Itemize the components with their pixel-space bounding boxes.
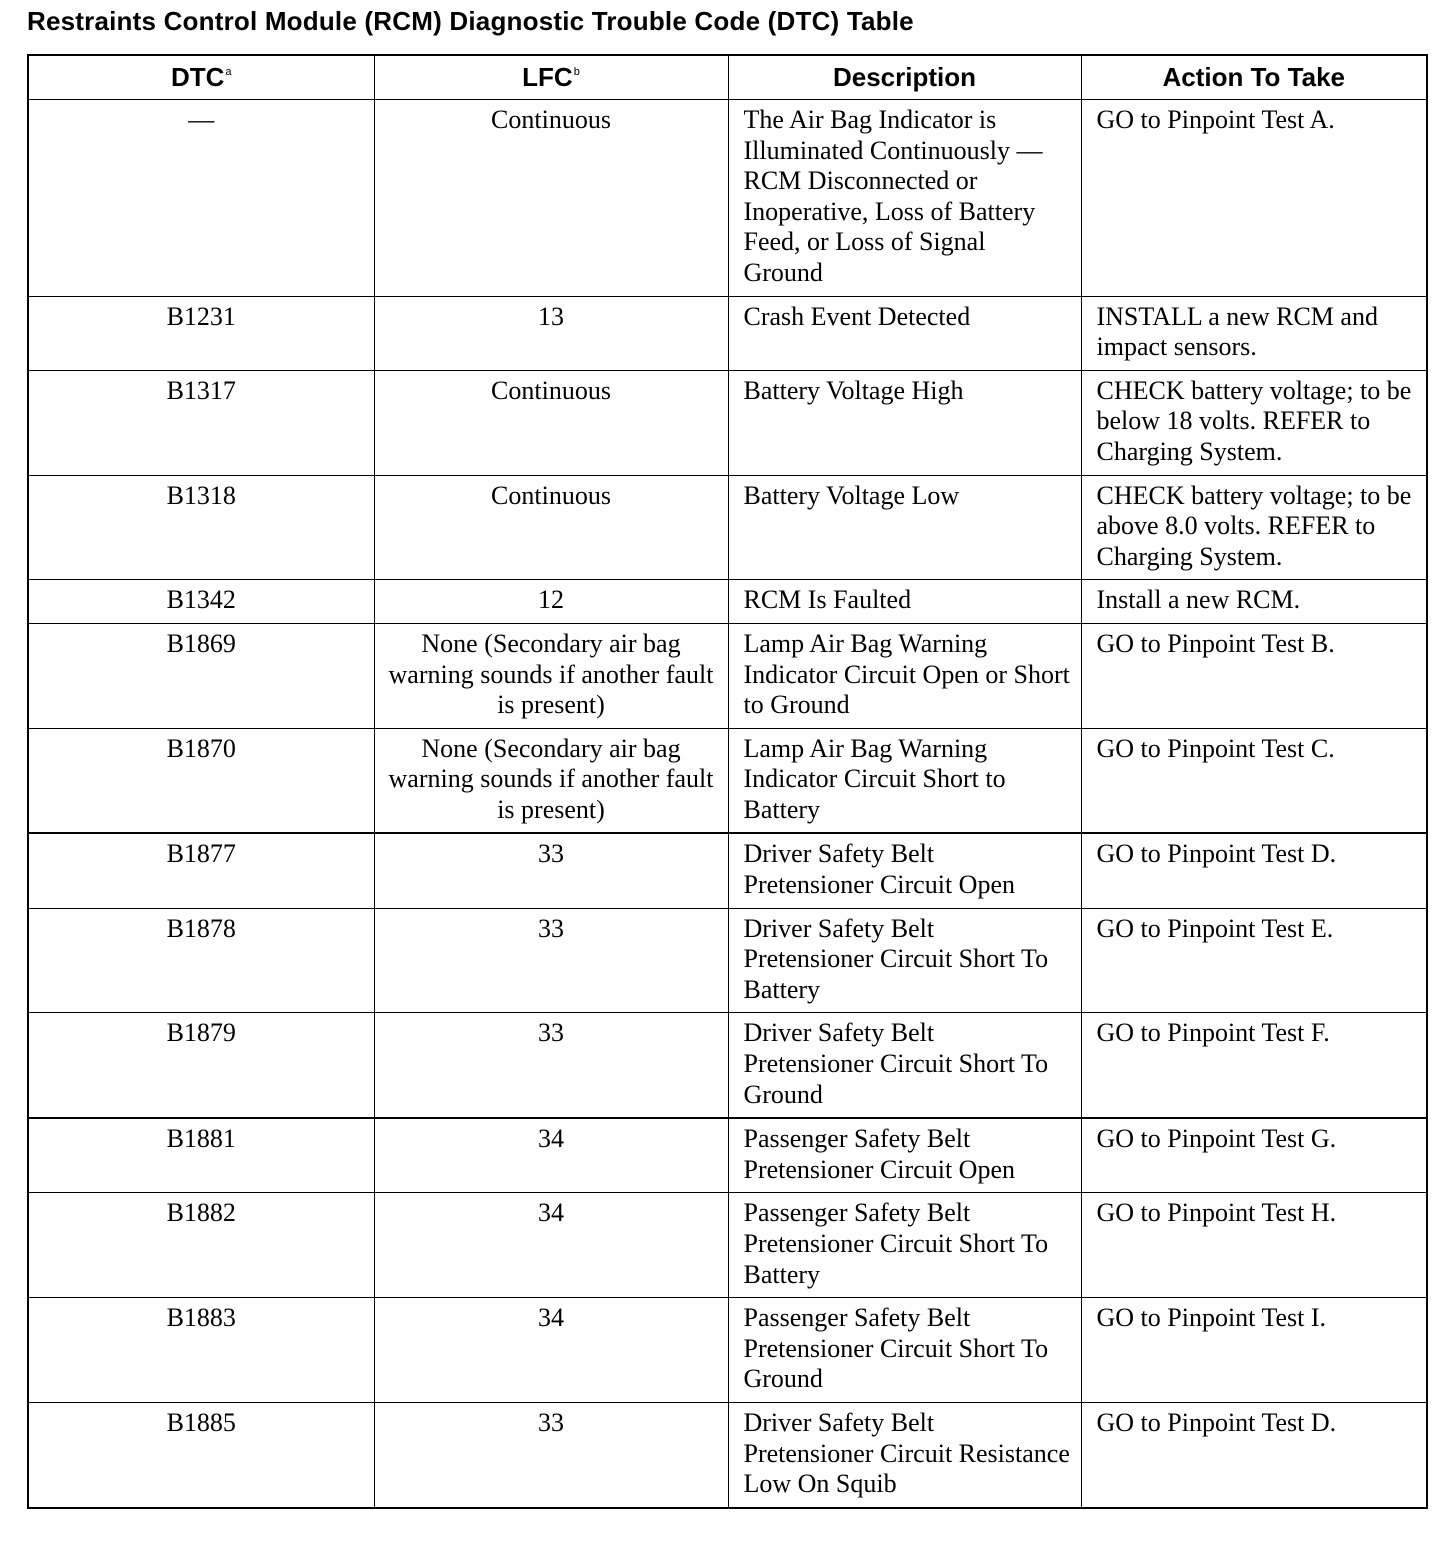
description-cell: Battery Voltage Low — [728, 475, 1081, 580]
lfc-cell: Continuous — [374, 370, 728, 475]
dtc-cell: B1318 — [28, 475, 374, 580]
footnote-marker-b: b — [573, 66, 580, 78]
description-cell: Driver Safety Belt Pretensioner Circuit Short To Ground — [728, 1013, 1081, 1118]
table-row — [28, 728, 1427, 833]
action-cell: GO to Pinpoint Test F. — [1081, 1013, 1427, 1118]
dtc-cell: B1317 — [28, 370, 374, 475]
dtc-cell: B1882 — [28, 1193, 374, 1298]
dtc-cell: B1869 — [28, 623, 374, 728]
dtc-cell: B1231 — [28, 296, 374, 370]
dtc-cell: B1879 — [28, 1013, 374, 1118]
table-header-row — [28, 55, 1427, 100]
description-cell: Crash Event Detected — [728, 296, 1081, 370]
header-label-dtc: DTC — [170, 62, 225, 92]
table-row — [28, 475, 1427, 580]
lfc-cell: 34 — [374, 1118, 728, 1193]
description-cell: Passenger Safety Belt Pretensioner Circuit Open — [728, 1118, 1081, 1193]
action-cell: GO to Pinpoint Test A. — [1081, 100, 1427, 297]
dtc-cell: B1877 — [28, 833, 374, 908]
lfc-cell: 33 — [374, 1402, 728, 1507]
dtc-table — [27, 54, 1428, 1509]
table-row — [28, 580, 1427, 624]
page-title: Restraints Control Module (RCM) Diagnostic Trouble Code (DTC) Table — [27, 6, 914, 36]
action-cell: Install a new RCM. — [1081, 580, 1427, 624]
action-cell: GO to Pinpoint Test G. — [1081, 1118, 1427, 1193]
action-cell: CHECK battery voltage; to be below 18 volts. REFER to Charging System. — [1081, 370, 1427, 475]
table-row — [28, 1298, 1427, 1403]
dtc-cell: B1878 — [28, 908, 374, 1013]
table-row — [28, 908, 1427, 1013]
table-row — [28, 623, 1427, 728]
action-cell: GO to Pinpoint Test H. — [1081, 1193, 1427, 1298]
lfc-cell: 33 — [374, 1013, 728, 1118]
table-row — [28, 296, 1427, 370]
lfc-cell: 33 — [374, 833, 728, 908]
action-cell: INSTALL a new RCM and impact sensors. — [1081, 296, 1427, 370]
lfc-cell: 12 — [374, 580, 728, 624]
column-header-lfc — [374, 55, 728, 100]
dtc-cell: B1870 — [28, 728, 374, 833]
lfc-cell: 13 — [374, 296, 728, 370]
column-header-action: Action To Take — [1081, 55, 1427, 100]
table-row — [28, 100, 1427, 297]
description-cell: Lamp Air Bag Warning Indicator Circuit Open or Short to Ground — [728, 623, 1081, 728]
lfc-cell: 34 — [374, 1193, 728, 1298]
table-row — [28, 833, 1427, 908]
table-row — [28, 370, 1427, 475]
lfc-cell: Continuous — [374, 475, 728, 580]
column-header-dtc — [28, 55, 374, 100]
description-cell: RCM Is Faulted — [728, 580, 1081, 624]
action-cell: GO to Pinpoint Test D. — [1081, 833, 1427, 908]
dtc-cell: B1342 — [28, 580, 374, 624]
description-cell: Driver Safety Belt Pretensioner Circuit Short To Battery — [728, 908, 1081, 1013]
dtc-cell: — — [28, 100, 374, 297]
dtc-cell: B1883 — [28, 1298, 374, 1403]
action-cell: CHECK battery voltage; to be above 8.0 volts. REFER to Charging System. — [1081, 475, 1427, 580]
description-cell: Driver Safety Belt Pretensioner Circuit Open — [728, 833, 1081, 908]
table-row — [28, 1193, 1427, 1298]
description-cell: Driver Safety Belt Pretensioner Circuit Resistance Low On Squib — [728, 1402, 1081, 1507]
header-label-lfc: LFC — [522, 62, 573, 92]
lfc-cell: None (Secondary air bag warning sounds if another fault is present) — [374, 623, 728, 728]
lfc-cell: 33 — [374, 908, 728, 1013]
dtc-cell: B1881 — [28, 1118, 374, 1193]
description-cell: The Air Bag Indicator is Illuminated Continuously — RCM Disconnected or Inoperative, Loss of Battery Feed, or Loss of Signal Ground — [728, 100, 1081, 297]
action-cell: GO to Pinpoint Test B. — [1081, 623, 1427, 728]
dtc-cell: B1885 — [28, 1402, 374, 1507]
action-cell: GO to Pinpoint Test E. — [1081, 908, 1427, 1013]
action-cell: GO to Pinpoint Test D. — [1081, 1402, 1427, 1507]
description-cell: Lamp Air Bag Warning Indicator Circuit Short to Battery — [728, 728, 1081, 833]
action-cell: GO to Pinpoint Test C. — [1081, 728, 1427, 833]
lfc-cell: Continuous — [374, 100, 728, 297]
table-row — [28, 1013, 1427, 1118]
table-row — [28, 1402, 1427, 1507]
lfc-cell: None (Secondary air bag warning sounds if another fault is present) — [374, 728, 728, 833]
action-cell: GO to Pinpoint Test I. — [1081, 1298, 1427, 1403]
table-row — [28, 1118, 1427, 1193]
footnote-marker-a: a — [225, 66, 232, 78]
description-cell: Passenger Safety Belt Pretensioner Circuit Short To Ground — [728, 1298, 1081, 1403]
lfc-cell: 34 — [374, 1298, 728, 1403]
description-cell: Battery Voltage High — [728, 370, 1081, 475]
description-cell: Passenger Safety Belt Pretensioner Circuit Short To Battery — [728, 1193, 1081, 1298]
column-header-description: Description — [728, 55, 1081, 100]
